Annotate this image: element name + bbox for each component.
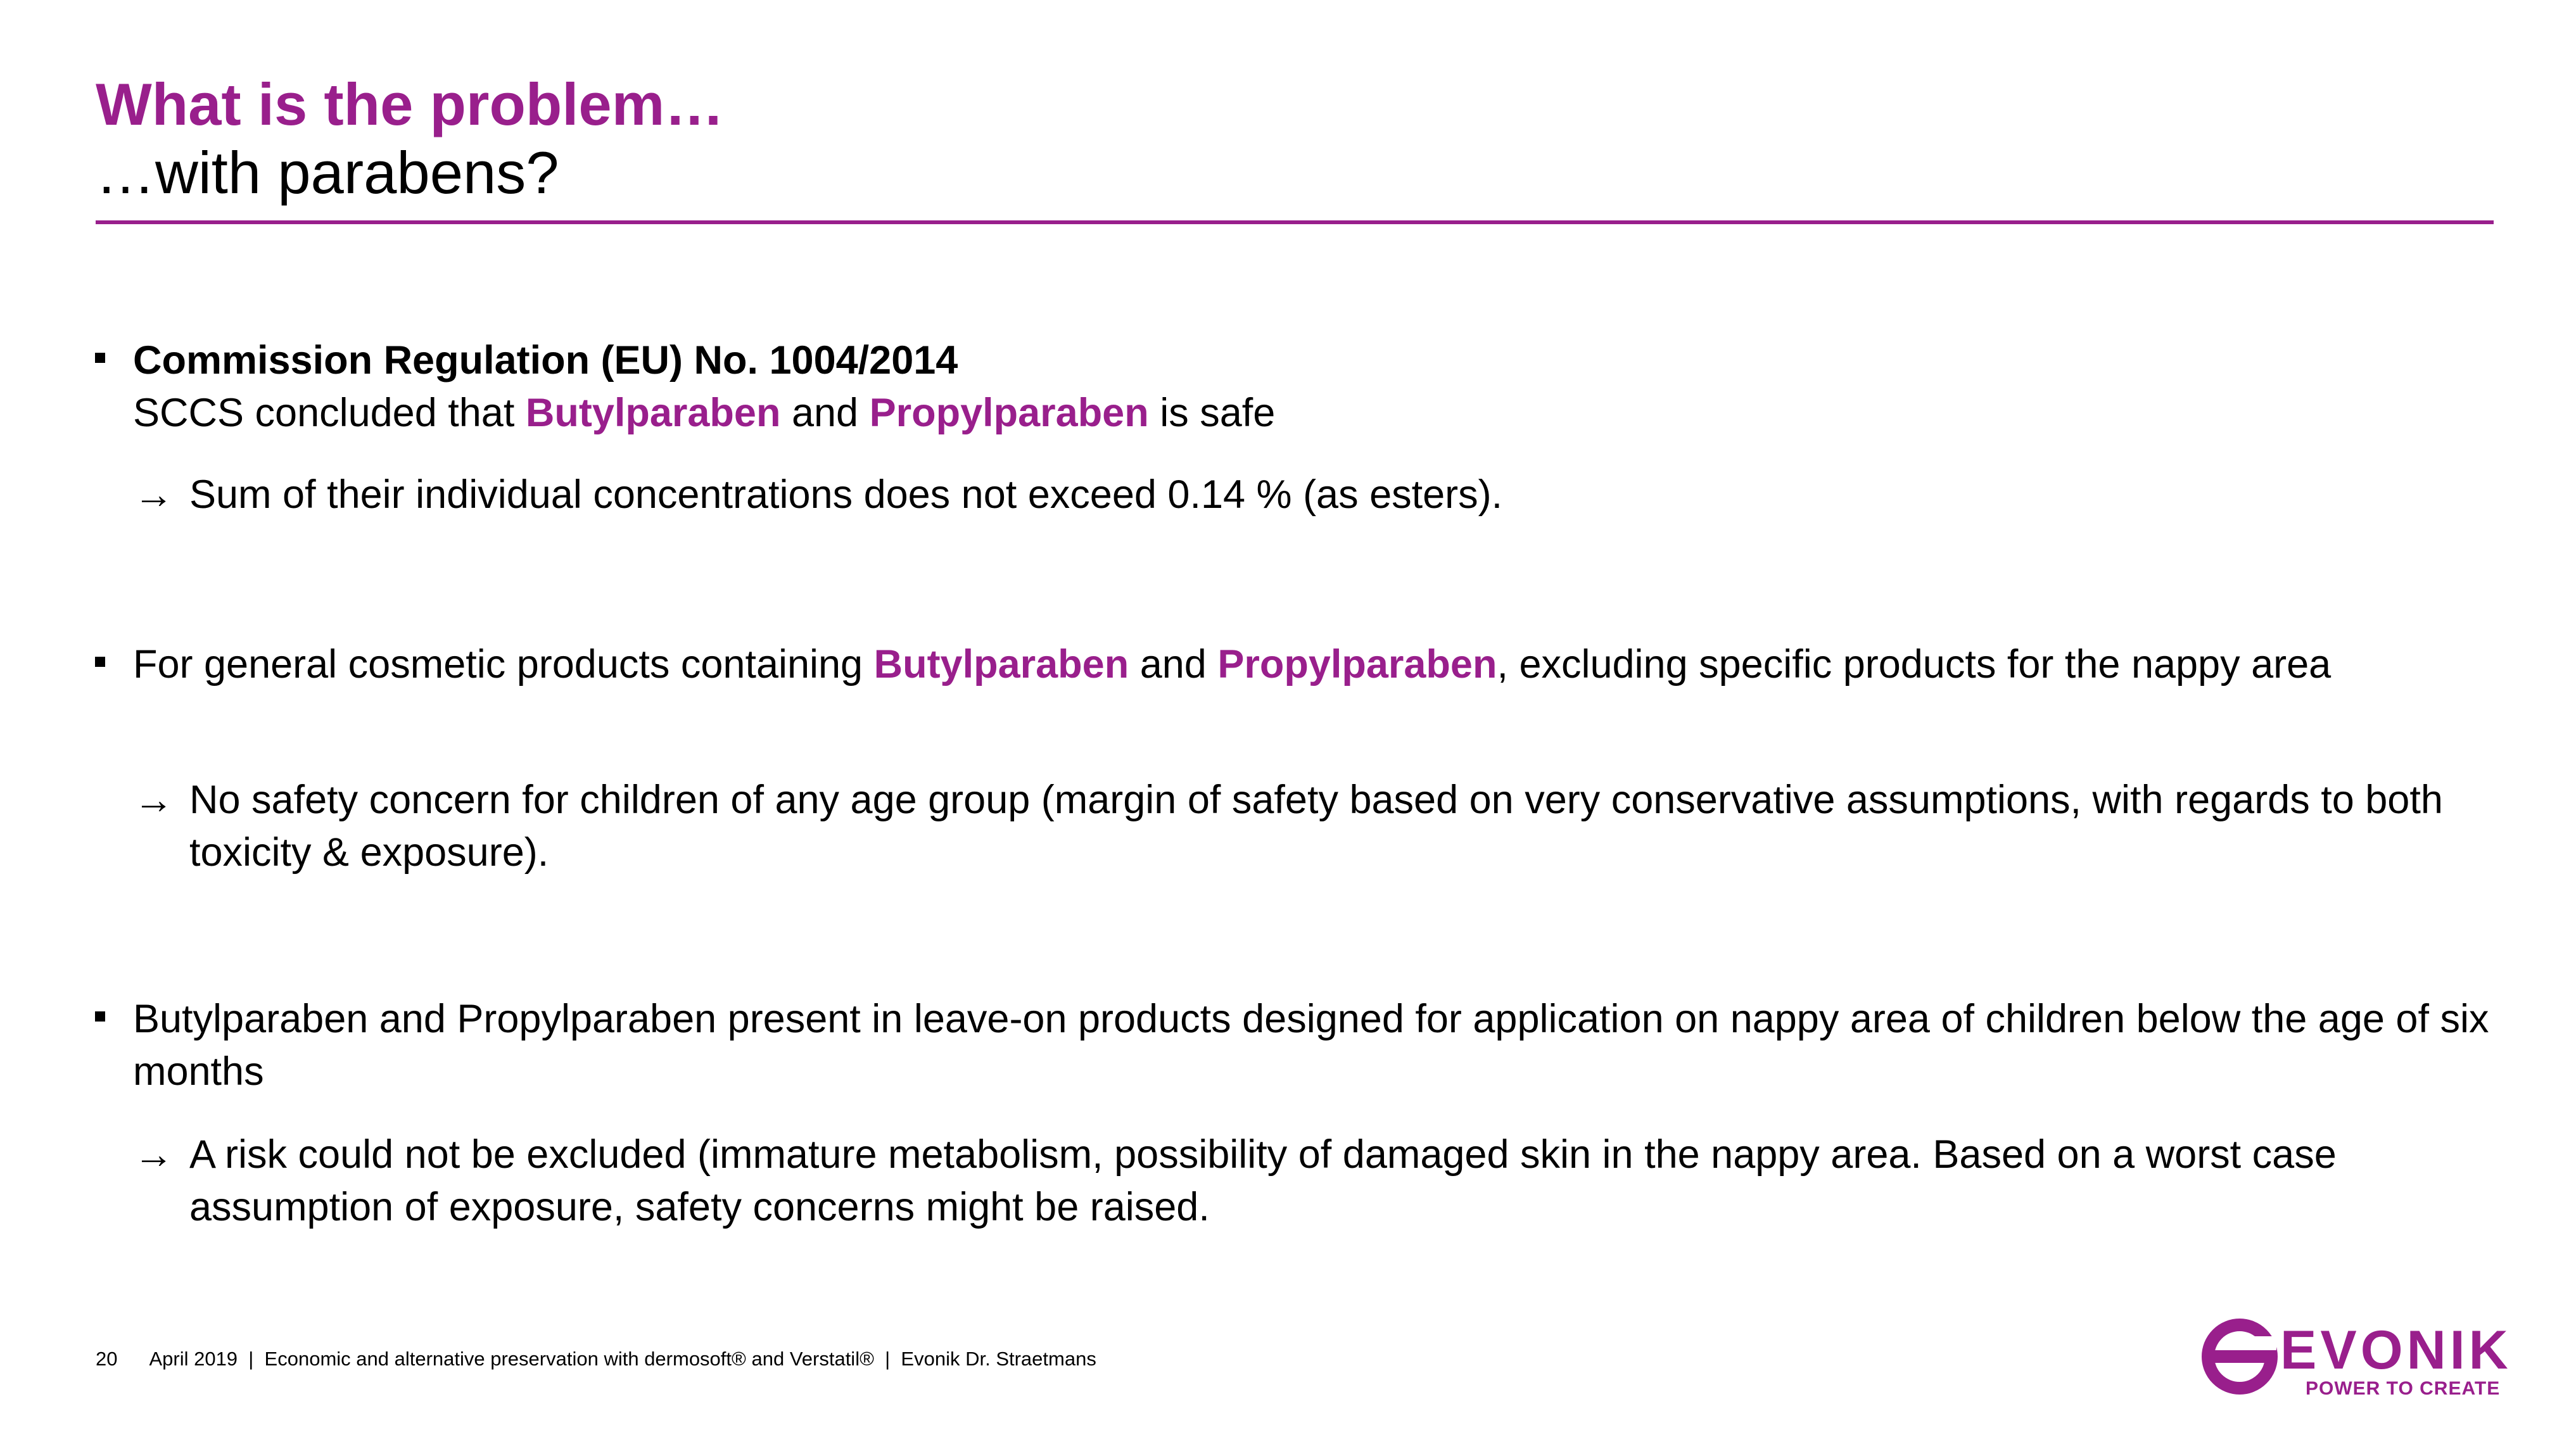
bullet-1-arrow-text: Sum of their individual concentrations does not exceed 0.14 % (as esters). [189, 472, 1503, 517]
bullet-1-arrow-line [134, 469, 2503, 521]
arrow-right-icon: → [134, 778, 174, 822]
bullet-2-text: For general cosmetic products containing Butylparaben and Propylparaben, excluding specific products for the nappy area [133, 642, 2332, 687]
footer-text: April 2019 | Economic and alternative preservation with dermosoft® and Verstatil® | Evonik Dr. Straetmans [149, 1348, 1096, 1370]
logo-wordmark: EVONIK [2280, 1320, 2512, 1381]
bullet-3-text: Butylparaben and Propylparaben present in leave-on products designed for application on nappy area of children below the age of six months [133, 997, 2489, 1094]
bullet-1-text: Commission Regulation (EU) No. 1004/2014 SCCS concluded that Butylparaben and Propylparaben is safe [133, 338, 1276, 435]
bullet-3 [95, 993, 2502, 1098]
bullet-square-icon [95, 353, 105, 363]
highlight-propylparaben: Propylparaben [869, 391, 1149, 435]
page-number: 20 [96, 1348, 118, 1370]
bullet-square-icon [95, 1011, 105, 1022]
bullet-3-arrow-line [134, 1129, 2503, 1234]
title-divider [96, 220, 2494, 224]
logo-tagline: POWER TO CREATE [2306, 1378, 2501, 1399]
bullet-square-icon [95, 657, 105, 667]
slide-subtitle: …with parabens? [96, 139, 559, 206]
highlight-butylparaben: Butylparaben [525, 391, 781, 435]
bullet-2 [95, 638, 2502, 691]
highlight-propylparaben: Propylparaben [1217, 642, 1497, 687]
arrow-right-icon: → [134, 1132, 174, 1177]
bullet-1 [95, 334, 2502, 440]
arrow-right-icon: → [134, 472, 174, 517]
bullet-3-arrow-text: A risk could not be excluded (immature metabolism, possibility of damaged skin in the nappy area. Based on a worst case assumption of exposure, safety concerns might be raised. [189, 1132, 2337, 1229]
bullet-1-heading: Commission Regulation (EU) No. 1004/2014 [133, 338, 958, 383]
slide-title: What is the problem… [96, 71, 725, 137]
highlight-butylparaben: Butylparaben [873, 642, 1129, 687]
bullet-2-arrow-text: No safety concern for children of any age group (margin of safety based on very conservative assumptions, with regards to both toxicity & exposure). [189, 778, 2443, 875]
footer [96, 1348, 1096, 1370]
bullet-2-arrow-line [134, 774, 2503, 879]
